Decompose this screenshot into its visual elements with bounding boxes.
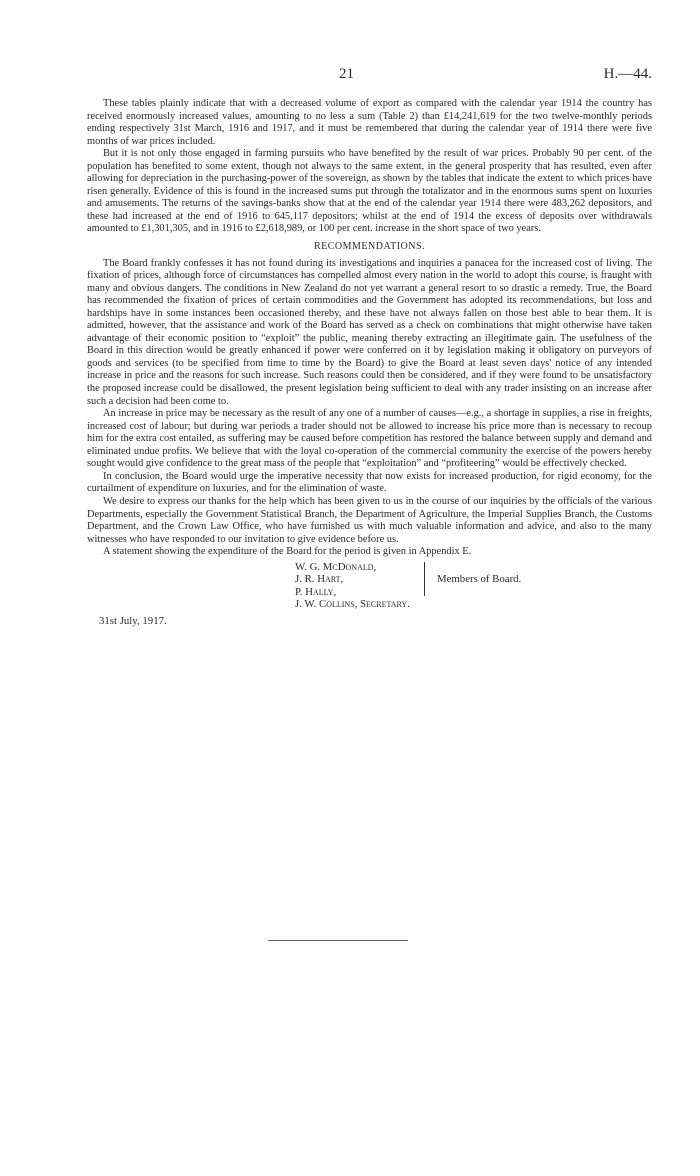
paragraph: An increase in price may be necessary as the result of any one of a number of causes—e.g., a shortage in supplies, a rise in freights, increased cost of labour; but during war periods a trader should not be allowed to increase his price more than is necessary to recoup him for the extra cost entailed, as suffering may be caused before competition has restored the balance between supply and demand and eliminated undue profits. We believe that with the loyal co-operation of the commercial community the exercise of the powers hereby sought would give confidence to the great mass of the people that “exploitation” and “profiteering” would be effectively checked. <box>87 408 652 470</box>
page-header <box>87 66 652 88</box>
paragraph: The Board frankly confesses it has not found during its investigations and inquiries a panacea for the increased cost of living. The fixation of prices, although force of circumstances has compelled almost every nation in the world to adopt this course, is fraught with many and obvious dangers. The conditions in New Zealand do not yet warrant a general resort to so drastic a remedy. True, the Board has recommended the fixation of prices of certain commodities and the Government has adopted its recommendations, but loss and hardships have in some instances been occasioned thereby, and these have not always fallen on those best able to bear them. It is admitted, however, that the assistance and work of the Board has served as a check on combinations that might otherwise have taken advantage of their economic position to “exploit” the public, meaning thereby extracting an illegitimate gain. The usefulness of the Board in this direction would be greatly enhanced if power were conferred on it by legislation making it obligatory on purveyors of goods and services (to be specified from time to time by the Board) to give the Board at least seven days' notice of any intended increase in price and the reasons for such increase. Such reasons could then be considered, and if they were found to be unsatisfactory the proposed increase could be disallowed, the present legislation being sufficient to deal with any trader insisting on an increase after such a decision had been come to. <box>87 257 652 407</box>
document-page <box>87 66 652 625</box>
body-text <box>87 98 652 559</box>
page-number: 21 <box>339 66 354 82</box>
divider-rule <box>268 940 408 941</box>
paragraph: But it is not only those engaged in farming pursuits who have benefited by the result of war prices. Probably 90 per cent. of the population has benefited to some extent, though not always to the same extent, in the general prosperity that has resulted, even after allowing for depreciation in the purchasing-power of the sovereign, as shown by the tables that indicate the extent to which prices have risen generally. Evidence of this is found in the increased sums put through the totalizator and in the enormous sums spent on luxuries and amusements. The returns of the savings-banks show that at the end of the calendar year 1914 there were 483,262 depositors, and these had increased at the end of 1916 to 645,117 depositors; whilst at the end of 1914 the excess of deposits over withdrawals amounted to £1,301,305, and in 1916 to £2,618,989, or 100 per cent. increase in the short space of two years. <box>87 148 652 235</box>
signatory-name: J. R. Hart, <box>295 573 344 586</box>
paragraph: These tables plainly indicate that with a decreased volume of export as compared with the calendar year 1914 the country has received enormously increased values, amounting to no less a sum (Table 2) than £14,241,619 for the two twelve-monthly periods ending respectively 31st March, 1916 and 1917, and it must be remembered that during the calendar year of 1914 there were five months of war prices included. <box>87 98 652 147</box>
section-heading: RECOMMENDATIONS. <box>313 241 426 253</box>
members-label: Members of Board. <box>437 573 522 586</box>
signature-block <box>87 561 652 625</box>
signatory-name: P. Hally, <box>295 585 337 598</box>
signatory-name: W. G. McDonald, <box>295 560 377 573</box>
paragraph: A statement showing the expenditure of the Board for the period is given in Appendix E. <box>103 546 472 558</box>
document-date: 31st July, 1917. <box>99 614 167 627</box>
secretary-signature: J. W. Collins, Secretary. <box>295 598 410 611</box>
document-reference: H.—44. <box>603 66 652 82</box>
brace-bracket <box>419 562 425 596</box>
paragraph: We desire to express our thanks for the help which has been given to us in the course of our inquiries by the officials of the various Departments, especially the Government Statistical Branch, the Department of Agriculture, the Imperial Supplies Branch, the Customs Department, and the Crown Law Office, who have furnished us with much valuable information and advice, and also to the many witnesses who have responded to our invitation to give evidence before us. <box>87 495 652 545</box>
paragraph: In conclusion, the Board would urge the imperative necessity that now exists for increased production, for rigid economy, for the curtailment of expenditure on luxuries, and for the elimination of waste. <box>87 470 652 495</box>
